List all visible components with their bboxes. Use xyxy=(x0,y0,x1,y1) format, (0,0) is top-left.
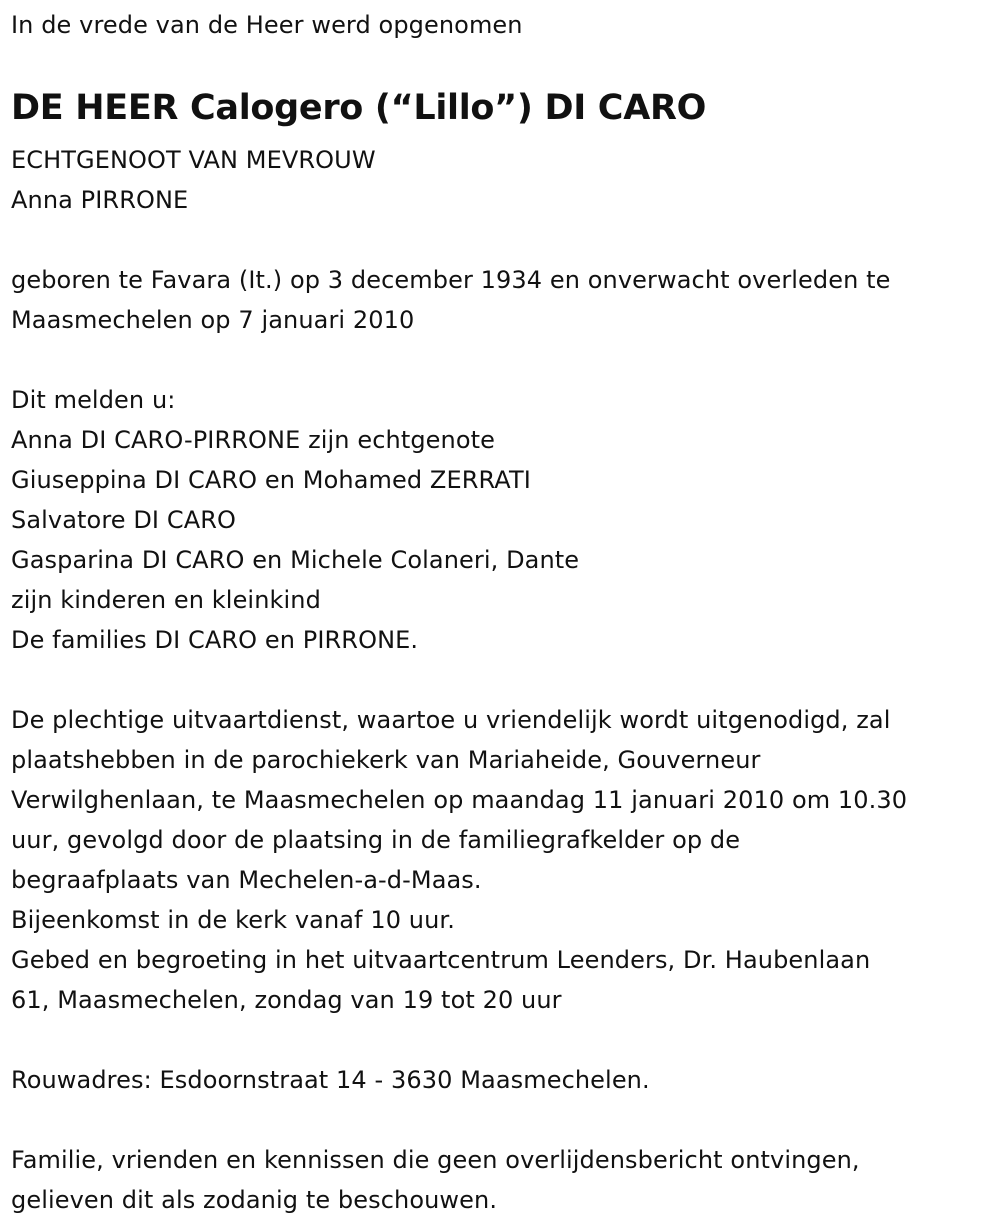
closing-line: Familie, vrienden en kennissen die geen overlijdensbericht ontvingen, xyxy=(11,1146,860,1174)
announcer-line: De families DI CARO en PIRRONE. xyxy=(11,626,419,654)
deceased-name: DE HEER Calogero (“Lillo”) DI CARO xyxy=(11,88,707,128)
funeral-line: Verwilghenlaan, te Maasmechelen op maandag 11 januari 2010 om 10.30 xyxy=(11,786,908,814)
spacer xyxy=(11,660,996,700)
spacer xyxy=(11,220,996,260)
mourning-address: Rouwadres: Esdoornstraat 14 - 3630 Maasmechelen. xyxy=(11,1066,650,1094)
birth-death-line: geboren te Favara (It.) op 3 december 1934 en onverwacht overleden te xyxy=(11,266,891,294)
announcer-line: Giuseppina DI CARO en Mohamed ZERRATI xyxy=(11,466,531,494)
announcer-line: Gasparina DI CARO en Michele Colaneri, Dante xyxy=(11,546,580,574)
funeral-line: De plechtige uitvaartdienst, waartoe u vriendelijk wordt uitgenodigd, zal xyxy=(11,706,891,734)
spacer xyxy=(11,1100,996,1140)
funeral-line: Gebed en begroeting in het uitvaartcentrum Leenders, Dr. Haubenlaan xyxy=(11,946,871,974)
funeral-line: 61, Maasmechelen, zondag van 19 tot 20 uur xyxy=(11,986,562,1014)
funeral-line: begraafplaats van Mechelen-a-d-Maas. xyxy=(11,866,482,894)
announcer-line: Anna DI CARO-PIRRONE zijn echtgenote xyxy=(11,426,495,454)
announcers-heading: Dit melden u: xyxy=(11,386,176,414)
funeral-line: Bijeenkomst in de kerk vanaf 10 uur. xyxy=(11,906,455,934)
spacer xyxy=(11,1020,996,1060)
announcer-line: zijn kinderen en kleinkind xyxy=(11,586,321,614)
spacer xyxy=(11,340,996,380)
birth-death-line: Maasmechelen op 7 januari 2010 xyxy=(11,306,415,334)
intro-line: In de vrede van de Heer werd opgenomen xyxy=(11,11,523,39)
funeral-line: uur, gevolgd door de plaatsing in de familiegrafkelder op de xyxy=(11,826,741,854)
spouse-title: ECHTGENOOT VAN MEVROUW xyxy=(11,146,376,174)
closing-line: gelieven dit als zodanig te beschouwen. xyxy=(11,1186,498,1214)
death-notice xyxy=(11,0,996,1220)
funeral-line: plaatshebben in de parochiekerk van Mariaheide, Gouverneur xyxy=(11,746,761,774)
announcer-line: Salvatore DI CARO xyxy=(11,506,236,534)
spouse-name: Anna PIRRONE xyxy=(11,186,189,214)
